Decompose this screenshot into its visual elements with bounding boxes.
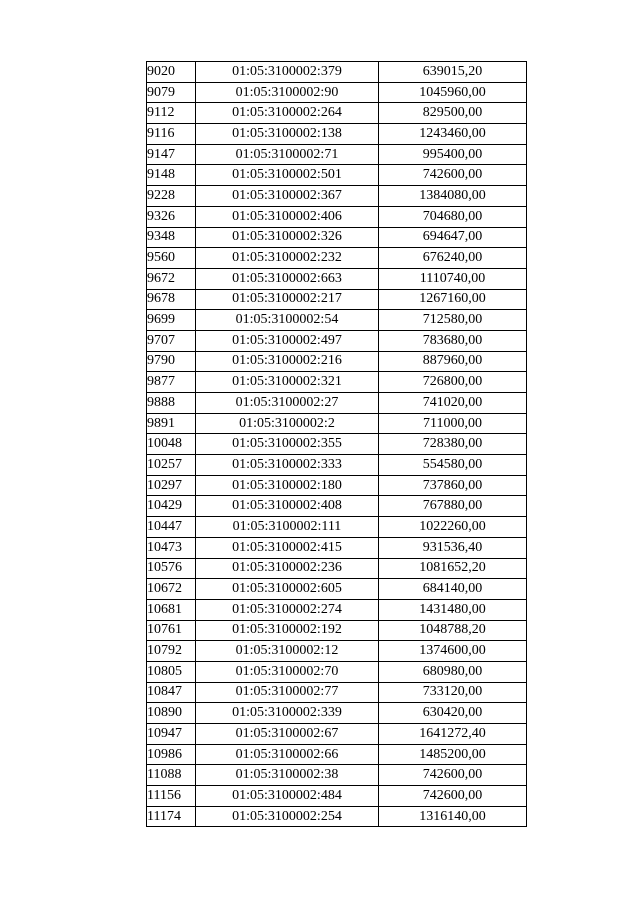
row-number-cell: 9348 xyxy=(147,227,196,248)
cadastral-number-cell: 01:05:3100002:77 xyxy=(196,682,379,703)
table-row xyxy=(147,558,527,579)
table-row xyxy=(147,475,527,496)
cadastral-number-cell: 01:05:3100002:38 xyxy=(196,765,379,786)
data-table xyxy=(146,61,527,827)
row-number-cell: 10257 xyxy=(147,455,196,476)
cadastral-number-cell: 01:05:3100002:67 xyxy=(196,724,379,745)
row-number-cell: 10890 xyxy=(147,703,196,724)
row-number-cell: 9560 xyxy=(147,248,196,269)
value-cell: 694647,00 xyxy=(379,227,527,248)
value-cell: 995400,00 xyxy=(379,144,527,165)
row-number-cell: 9678 xyxy=(147,289,196,310)
value-cell: 1243460,00 xyxy=(379,124,527,145)
value-cell: 1431480,00 xyxy=(379,599,527,620)
table-row xyxy=(147,599,527,620)
value-cell: 711000,00 xyxy=(379,413,527,434)
value-cell: 1384080,00 xyxy=(379,186,527,207)
table-row xyxy=(147,806,527,827)
row-number-cell: 9228 xyxy=(147,186,196,207)
cadastral-number-cell: 01:05:3100002:333 xyxy=(196,455,379,476)
row-number-cell: 9326 xyxy=(147,206,196,227)
value-cell: 742600,00 xyxy=(379,765,527,786)
value-cell: 931536,40 xyxy=(379,537,527,558)
table-row xyxy=(147,62,527,83)
value-cell: 1267160,00 xyxy=(379,289,527,310)
cadastral-number-cell: 01:05:3100002:339 xyxy=(196,703,379,724)
row-number-cell: 9699 xyxy=(147,310,196,331)
row-number-cell: 9148 xyxy=(147,165,196,186)
row-number-cell: 10429 xyxy=(147,496,196,517)
cadastral-number-cell: 01:05:3100002:326 xyxy=(196,227,379,248)
row-number-cell: 11174 xyxy=(147,806,196,827)
row-number-cell: 9672 xyxy=(147,268,196,289)
cadastral-number-cell: 01:05:3100002:2 xyxy=(196,413,379,434)
table-row xyxy=(147,434,527,455)
value-cell: 733120,00 xyxy=(379,682,527,703)
cadastral-number-cell: 01:05:3100002:367 xyxy=(196,186,379,207)
table-row xyxy=(147,144,527,165)
value-cell: 728380,00 xyxy=(379,434,527,455)
row-number-cell: 9116 xyxy=(147,124,196,145)
value-cell: 741020,00 xyxy=(379,393,527,414)
row-number-cell: 10947 xyxy=(147,724,196,745)
row-number-cell: 9891 xyxy=(147,413,196,434)
table-row xyxy=(147,330,527,351)
cadastral-number-cell: 01:05:3100002:192 xyxy=(196,620,379,641)
row-number-cell: 9112 xyxy=(147,103,196,124)
table-row xyxy=(147,248,527,269)
table-row xyxy=(147,165,527,186)
table-row xyxy=(147,703,527,724)
table-row xyxy=(147,455,527,476)
value-cell: 1045960,00 xyxy=(379,82,527,103)
table-row xyxy=(147,413,527,434)
row-number-cell: 10805 xyxy=(147,661,196,682)
table-row xyxy=(147,682,527,703)
row-number-cell: 9707 xyxy=(147,330,196,351)
value-cell: 783680,00 xyxy=(379,330,527,351)
table-row xyxy=(147,372,527,393)
value-cell: 742600,00 xyxy=(379,165,527,186)
cadastral-number-cell: 01:05:3100002:54 xyxy=(196,310,379,331)
value-cell: 704680,00 xyxy=(379,206,527,227)
value-cell: 676240,00 xyxy=(379,248,527,269)
cadastral-number-cell: 01:05:3100002:217 xyxy=(196,289,379,310)
value-cell: 1641272,40 xyxy=(379,724,527,745)
cadastral-number-cell: 01:05:3100002:321 xyxy=(196,372,379,393)
row-number-cell: 9790 xyxy=(147,351,196,372)
row-number-cell: 11156 xyxy=(147,786,196,807)
table-row xyxy=(147,786,527,807)
row-number-cell: 9079 xyxy=(147,82,196,103)
cadastral-number-cell: 01:05:3100002:484 xyxy=(196,786,379,807)
table-row xyxy=(147,579,527,600)
table-row xyxy=(147,310,527,331)
value-cell: 1374600,00 xyxy=(379,641,527,662)
cadastral-number-cell: 01:05:3100002:605 xyxy=(196,579,379,600)
cadastral-number-cell: 01:05:3100002:497 xyxy=(196,330,379,351)
row-number-cell: 10792 xyxy=(147,641,196,662)
value-cell: 1022260,00 xyxy=(379,517,527,538)
table-row xyxy=(147,103,527,124)
value-cell: 742600,00 xyxy=(379,786,527,807)
cadastral-number-cell: 01:05:3100002:232 xyxy=(196,248,379,269)
table-row xyxy=(147,517,527,538)
table-row xyxy=(147,268,527,289)
table-row xyxy=(147,661,527,682)
cadastral-number-cell: 01:05:3100002:180 xyxy=(196,475,379,496)
cadastral-number-cell: 01:05:3100002:274 xyxy=(196,599,379,620)
table-row xyxy=(147,82,527,103)
cadastral-number-cell: 01:05:3100002:501 xyxy=(196,165,379,186)
row-number-cell: 10761 xyxy=(147,620,196,641)
value-cell: 1110740,00 xyxy=(379,268,527,289)
cadastral-number-cell: 01:05:3100002:236 xyxy=(196,558,379,579)
cadastral-number-cell: 01:05:3100002:70 xyxy=(196,661,379,682)
row-number-cell: 11088 xyxy=(147,765,196,786)
table-row xyxy=(147,227,527,248)
row-number-cell: 10681 xyxy=(147,599,196,620)
row-number-cell: 9020 xyxy=(147,62,196,83)
cadastral-number-cell: 01:05:3100002:254 xyxy=(196,806,379,827)
table-row xyxy=(147,186,527,207)
row-number-cell: 10297 xyxy=(147,475,196,496)
table-row xyxy=(147,124,527,145)
value-cell: 1316140,00 xyxy=(379,806,527,827)
value-cell: 829500,00 xyxy=(379,103,527,124)
value-cell: 712580,00 xyxy=(379,310,527,331)
value-cell: 1048788,20 xyxy=(379,620,527,641)
value-cell: 1081652,20 xyxy=(379,558,527,579)
row-number-cell: 9877 xyxy=(147,372,196,393)
row-number-cell: 10986 xyxy=(147,744,196,765)
row-number-cell: 10576 xyxy=(147,558,196,579)
cadastral-number-cell: 01:05:3100002:379 xyxy=(196,62,379,83)
value-cell: 639015,20 xyxy=(379,62,527,83)
cadastral-number-cell: 01:05:3100002:66 xyxy=(196,744,379,765)
value-cell: 680980,00 xyxy=(379,661,527,682)
row-number-cell: 10447 xyxy=(147,517,196,538)
table-row xyxy=(147,496,527,517)
table-row xyxy=(147,393,527,414)
value-cell: 554580,00 xyxy=(379,455,527,476)
cadastral-number-cell: 01:05:3100002:71 xyxy=(196,144,379,165)
cadastral-number-cell: 01:05:3100002:415 xyxy=(196,537,379,558)
table-row xyxy=(147,744,527,765)
table-row xyxy=(147,724,527,745)
row-number-cell: 9147 xyxy=(147,144,196,165)
cadastral-number-cell: 01:05:3100002:663 xyxy=(196,268,379,289)
cadastral-number-cell: 01:05:3100002:27 xyxy=(196,393,379,414)
row-number-cell: 10473 xyxy=(147,537,196,558)
table-row xyxy=(147,351,527,372)
table-row xyxy=(147,289,527,310)
cadastral-number-cell: 01:05:3100002:355 xyxy=(196,434,379,455)
cadastral-number-cell: 01:05:3100002:90 xyxy=(196,82,379,103)
cadastral-number-cell: 01:05:3100002:138 xyxy=(196,124,379,145)
cadastral-number-cell: 01:05:3100002:406 xyxy=(196,206,379,227)
value-cell: 1485200,00 xyxy=(379,744,527,765)
table-row xyxy=(147,641,527,662)
table-row xyxy=(147,206,527,227)
cadastral-number-cell: 01:05:3100002:216 xyxy=(196,351,379,372)
table-body xyxy=(147,62,527,827)
cadastral-number-cell: 01:05:3100002:111 xyxy=(196,517,379,538)
table-row xyxy=(147,765,527,786)
row-number-cell: 10672 xyxy=(147,579,196,600)
value-cell: 767880,00 xyxy=(379,496,527,517)
row-number-cell: 10048 xyxy=(147,434,196,455)
cadastral-number-cell: 01:05:3100002:12 xyxy=(196,641,379,662)
cadastral-number-cell: 01:05:3100002:408 xyxy=(196,496,379,517)
value-cell: 726800,00 xyxy=(379,372,527,393)
value-cell: 684140,00 xyxy=(379,579,527,600)
row-number-cell: 9888 xyxy=(147,393,196,414)
cadastral-number-cell: 01:05:3100002:264 xyxy=(196,103,379,124)
table-row xyxy=(147,620,527,641)
row-number-cell: 10847 xyxy=(147,682,196,703)
value-cell: 630420,00 xyxy=(379,703,527,724)
value-cell: 737860,00 xyxy=(379,475,527,496)
table-row xyxy=(147,537,527,558)
value-cell: 887960,00 xyxy=(379,351,527,372)
